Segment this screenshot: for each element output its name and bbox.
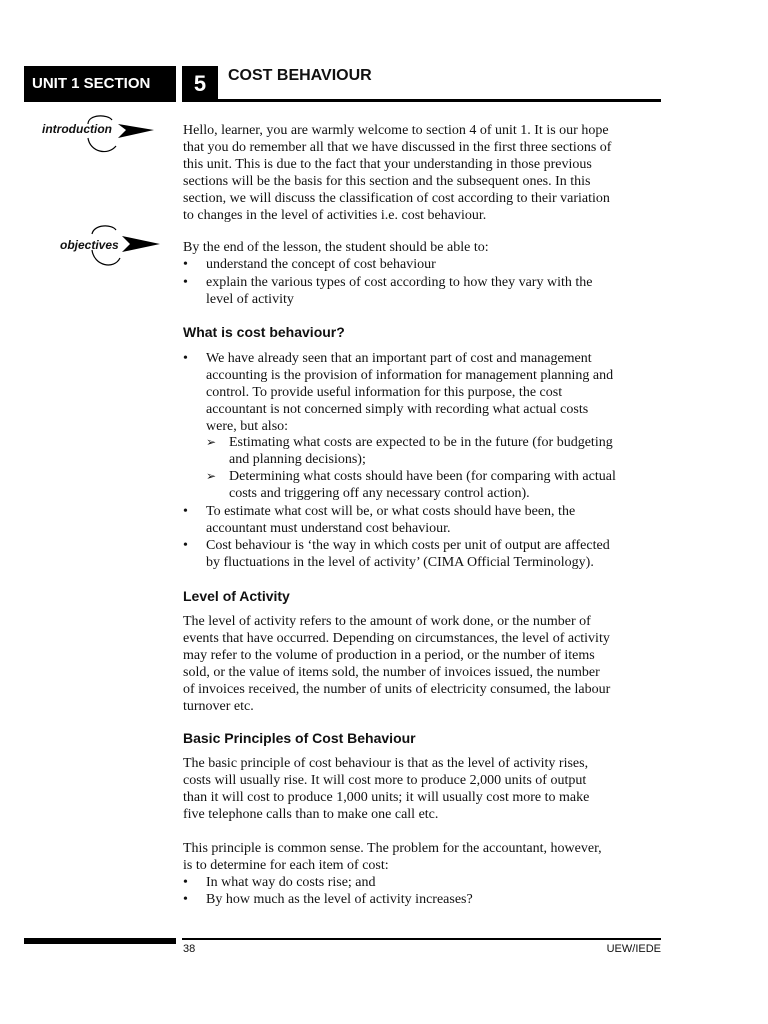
basic-principles-paragraph: The basic principle of cost behaviour is that as the level of activity rises, costs will usually rise. It will cost more to produce 2,000 units of output than it will cost to produce 1,000 units; it will usually cost more to make five telephone calls than to make one call etc. [183, 756, 590, 822]
header-rule [218, 99, 661, 102]
level-of-activity-paragraph: The level of activity refers to the amount of work done, or the number of events that have occurred. Depending on circumstances, the level of activity may refer to the volume of production in a period, or the number of items sold, or the value of items sold, the number of invoices issued, the number of invoices received, the number of units of electricity consumed, the labour turnover etc. [183, 614, 611, 714]
unit-label: UNIT 1 SECTION [24, 66, 176, 102]
footer-rule [182, 938, 661, 940]
objectives-lead: By the end of the lesson, the student should be able to: [183, 240, 489, 255]
objectives-marker [36, 222, 166, 272]
introduction-label: introduction [42, 122, 112, 136]
footer-bar [24, 938, 176, 944]
heading-basic-principles: Basic Principles of Cost Behaviour [183, 730, 416, 746]
arrow-bullet-icon: ➢ [206, 435, 217, 449]
arrow-bullet-icon: ➢ [206, 469, 217, 483]
footer-code: UEW/IEDE [606, 943, 661, 955]
page-number: 38 [183, 943, 196, 955]
common-sense-paragraph: This principle is common sense. The problem for the accountant, however, is to determine for each item of cost: [183, 841, 602, 873]
section-title: COST BEHAVIOUR [228, 67, 372, 84]
intro-paragraph: Hello, learner, you are warmly welcome to section 4 of unit 1. It is our hope that you do remember all that we have discussed in the first three sections of this unit. This is due to the fact that your understanding in those previous sections will be the basis for this section and the subsequent ones. In this section, we will discuss the classification of cost according to their variation to changes in the level of activities i.e. cost behaviour. [183, 123, 612, 223]
heading-what-is-cost-behaviour: What is cost behaviour? [183, 324, 345, 340]
heading-level-of-activity: Level of Activity [183, 588, 290, 604]
section-number: 5 [182, 66, 218, 102]
objectives-label: objectives [60, 238, 119, 252]
introduction-marker [36, 110, 166, 160]
